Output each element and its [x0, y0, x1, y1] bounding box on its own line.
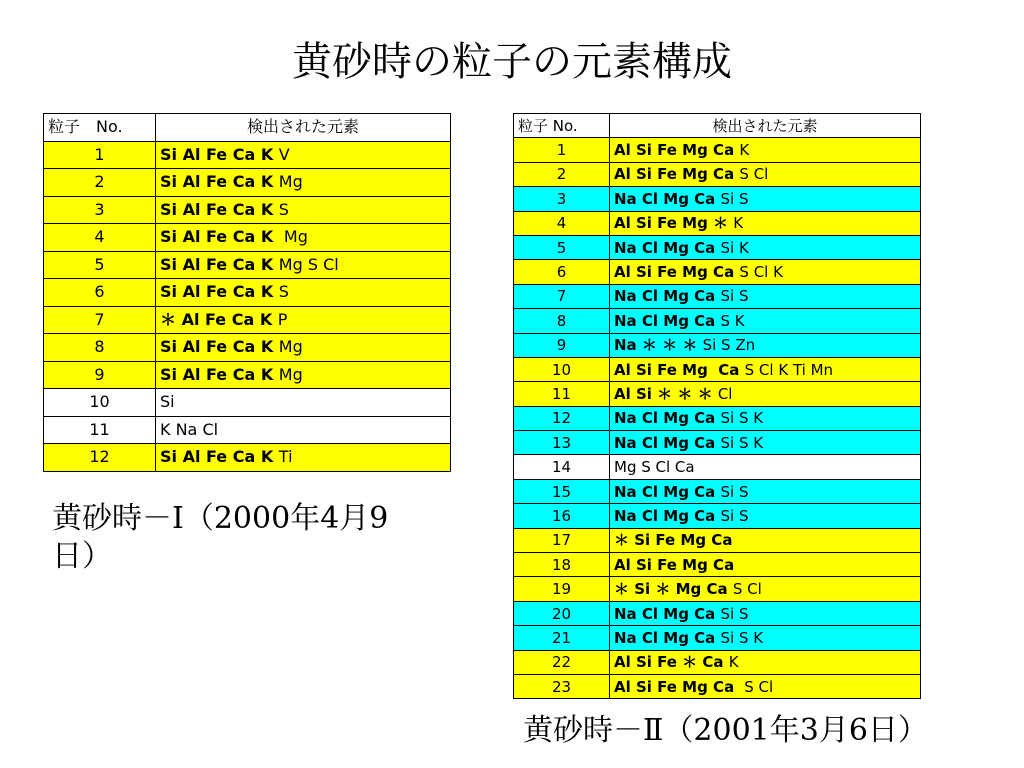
- elements-cell: [156, 416, 451, 444]
- minor-elements: S: [278, 199, 289, 219]
- particle-no-cell: 15: [514, 479, 610, 503]
- table-row: [514, 431, 921, 455]
- major-elements: Si Al Fe Ca K: [160, 227, 279, 247]
- particle-no-cell: 1: [514, 138, 610, 162]
- major-elements: Na Cl Mg Ca: [614, 433, 721, 452]
- table-header-row: [514, 114, 921, 138]
- elements-cell: [156, 251, 451, 279]
- major-elements: Na Cl Mg Ca: [614, 409, 721, 428]
- major-elements: Al Si Fe Mg Ca: [614, 677, 740, 696]
- elements-cell: [156, 279, 451, 307]
- table-row: [514, 333, 921, 357]
- minor-elements: S K: [720, 311, 745, 330]
- particle-no-cell: 16: [514, 504, 610, 528]
- particle-no-cell: 19: [514, 577, 610, 601]
- particle-table-2001: [513, 113, 921, 699]
- elements-cell: [156, 444, 451, 472]
- table-row: [44, 361, 451, 389]
- minor-elements: Si S: [720, 506, 749, 525]
- slide-title: 黄砂時の粒子の元素構成: [292, 39, 732, 85]
- table-row: [44, 389, 451, 417]
- table-row: [514, 260, 921, 284]
- elements-cell: [610, 357, 921, 381]
- header-particle-no: 粒子 No.: [44, 114, 156, 142]
- table-row: [44, 444, 451, 472]
- minor-elements: S Cl: [739, 165, 769, 184]
- table-row: [514, 382, 921, 406]
- table-row: [514, 577, 921, 601]
- table-header-row: [44, 114, 451, 142]
- minor-elements: S Cl K Ti Mn: [744, 360, 834, 379]
- elements-cell: [610, 406, 921, 430]
- major-elements: Al Si Fe Mg Ca: [614, 263, 740, 282]
- elements-cell: [156, 361, 451, 389]
- minor-elements: Si S Zn: [702, 336, 756, 355]
- minor-elements: Si: [160, 392, 175, 412]
- major-elements: Na Cl Mg Ca: [614, 604, 721, 623]
- particle-no-cell: 1: [44, 141, 156, 169]
- elements-cell: [610, 431, 921, 455]
- major-elements: Na Cl Mg Ca: [614, 506, 721, 525]
- minor-elements: Si S K: [720, 628, 764, 647]
- elements-cell: [610, 333, 921, 357]
- minor-elements: Mg: [278, 227, 308, 247]
- minor-elements: K: [739, 141, 750, 160]
- table-body: [514, 138, 921, 699]
- elements-cell: [156, 224, 451, 252]
- particle-no-cell: 22: [514, 650, 610, 674]
- particle-no-cell: 10: [514, 357, 610, 381]
- major-elements: Na Cl Mg Ca: [614, 287, 721, 306]
- table-row: [44, 306, 451, 334]
- table-row: [514, 626, 921, 650]
- major-elements: Si Al Fe Ca K: [160, 144, 279, 164]
- particle-no-cell: 3: [514, 187, 610, 211]
- elements-cell: [156, 141, 451, 169]
- table-row: [44, 279, 451, 307]
- elements-cell: [156, 334, 451, 362]
- elements-cell: [610, 455, 921, 479]
- table-row: [44, 334, 451, 362]
- minor-elements: K: [728, 653, 739, 672]
- elements-cell: [610, 162, 921, 186]
- particle-no-cell: 5: [44, 251, 156, 279]
- table-row: [44, 141, 451, 169]
- table-row: [514, 284, 921, 308]
- table-row: [44, 224, 451, 252]
- elements-cell: [156, 306, 451, 334]
- table-row: [514, 455, 921, 479]
- major-elements: Al Si Fe Mg Ca: [614, 555, 735, 574]
- major-elements: Al Si ＊ ＊ ＊: [614, 384, 718, 403]
- particle-no-cell: 4: [514, 211, 610, 235]
- major-elements: Al Si Fe Mg ＊: [614, 214, 734, 233]
- particle-no-cell: 18: [514, 553, 610, 577]
- table-row: [514, 601, 921, 625]
- major-elements: Al Si Fe Mg Ca: [614, 360, 745, 379]
- major-elements: ＊ Al Fe Ca K: [160, 309, 278, 329]
- particle-no-cell: 20: [514, 601, 610, 625]
- minor-elements: K: [733, 214, 744, 233]
- elements-cell: [610, 553, 921, 577]
- major-elements: Si Al Fe Ca K: [160, 199, 279, 219]
- table-row: [514, 235, 921, 259]
- table-row: [514, 528, 921, 552]
- elements-cell: [156, 169, 451, 197]
- particle-no-cell: 8: [514, 309, 610, 333]
- elements-cell: [610, 138, 921, 162]
- particle-no-cell: 10: [44, 389, 156, 417]
- minor-elements: V: [278, 144, 290, 164]
- major-elements: Al Si Fe ＊ Ca: [614, 653, 729, 672]
- minor-elements: Si S: [720, 287, 749, 306]
- particle-no-cell: 11: [44, 416, 156, 444]
- minor-elements: Mg: [278, 364, 303, 384]
- major-elements: Si Al Fe Ca K: [160, 254, 279, 274]
- major-elements: Na Cl Mg Ca: [614, 311, 721, 330]
- major-elements: Al Si Fe Mg Ca: [614, 141, 740, 160]
- table-row: [514, 674, 921, 698]
- major-elements: ＊ Si ＊ Mg Ca: [614, 580, 733, 599]
- header-detected-elements: 検出された元素: [156, 114, 451, 142]
- major-elements: Si Al Fe Ca K: [160, 364, 279, 384]
- table-row: [514, 479, 921, 503]
- particle-no-cell: 2: [514, 162, 610, 186]
- elements-cell: [610, 577, 921, 601]
- particle-no-cell: 17: [514, 528, 610, 552]
- table-row: [514, 650, 921, 674]
- elements-cell: [610, 504, 921, 528]
- particle-no-cell: 7: [514, 284, 610, 308]
- major-elements: Si Al Fe Ca K: [160, 447, 279, 467]
- particle-no-cell: 14: [514, 455, 610, 479]
- minor-elements: P: [277, 309, 288, 329]
- elements-cell: [610, 528, 921, 552]
- particle-no-cell: 9: [514, 333, 610, 357]
- major-elements: ＊ Si Fe Mg Ca: [614, 531, 733, 550]
- elements-cell: [610, 211, 921, 235]
- minor-elements: Si S K: [720, 409, 764, 428]
- elements-cell: [156, 389, 451, 417]
- particle-no-cell: 13: [514, 431, 610, 455]
- minor-elements: Mg: [278, 172, 303, 192]
- minor-elements: S Cl: [739, 677, 774, 696]
- major-elements: Na Cl Mg Ca: [614, 482, 721, 501]
- particle-no-cell: 8: [44, 334, 156, 362]
- particle-no-cell: 6: [514, 260, 610, 284]
- table-row: [514, 504, 921, 528]
- caption-kosa-2: 黄砂時－Ⅱ（2001年3月6日）: [523, 713, 928, 748]
- table-row: [44, 196, 451, 224]
- minor-elements: S Cl K: [739, 263, 783, 282]
- minor-elements: Si S K: [720, 433, 764, 452]
- particle-no-cell: 9: [44, 361, 156, 389]
- elements-cell: [610, 284, 921, 308]
- major-elements: Al Si Fe Mg Ca: [614, 165, 740, 184]
- minor-elements: Si K: [720, 238, 749, 257]
- major-elements: Na Cl Mg Ca: [614, 189, 721, 208]
- particle-no-cell: 4: [44, 224, 156, 252]
- minor-elements: Si S: [720, 482, 749, 501]
- particle-no-cell: 21: [514, 626, 610, 650]
- particle-no-cell: 23: [514, 674, 610, 698]
- elements-cell: [610, 187, 921, 211]
- major-elements: Si Al Fe Ca K: [160, 282, 279, 302]
- major-elements: Si Al Fe Ca K: [160, 172, 279, 192]
- minor-elements: S Cl: [732, 580, 762, 599]
- major-elements: Na ＊ ＊ ＊: [614, 336, 703, 355]
- minor-elements: Ti: [278, 447, 293, 467]
- minor-elements: Mg: [278, 337, 303, 357]
- table-row: [44, 251, 451, 279]
- minor-elements: Si S: [720, 604, 749, 623]
- particle-no-cell: 12: [44, 444, 156, 472]
- caption-kosa-1: 黄砂時－Ⅰ（2000年4月9日）: [52, 501, 389, 574]
- elements-cell: [610, 260, 921, 284]
- table-row: [44, 169, 451, 197]
- table-row: [514, 309, 921, 333]
- minor-elements: Cl: [717, 384, 733, 403]
- table-row: [514, 211, 921, 235]
- table-row: [514, 162, 921, 186]
- table-row: [514, 357, 921, 381]
- particle-no-cell: 6: [44, 279, 156, 307]
- header-detected-elements: 検出された元素: [610, 114, 921, 138]
- table-row: [514, 553, 921, 577]
- major-elements: Si Al Fe Ca K: [160, 337, 279, 357]
- particle-no-cell: 5: [514, 235, 610, 259]
- major-elements: Na Cl Mg Ca: [614, 238, 721, 257]
- minor-elements: Mg S Cl: [278, 254, 339, 274]
- elements-cell: [610, 235, 921, 259]
- table-row: [514, 187, 921, 211]
- minor-elements: Si S: [720, 189, 749, 208]
- elements-cell: [610, 382, 921, 406]
- elements-cell: [610, 309, 921, 333]
- table-row: [514, 406, 921, 430]
- table-body: [44, 141, 451, 471]
- elements-cell: [610, 626, 921, 650]
- particle-no-cell: 12: [514, 406, 610, 430]
- elements-cell: [156, 196, 451, 224]
- particle-no-cell: 2: [44, 169, 156, 197]
- elements-cell: [610, 674, 921, 698]
- elements-cell: [610, 479, 921, 503]
- table-row: [44, 416, 451, 444]
- particle-no-cell: 3: [44, 196, 156, 224]
- minor-elements: S: [278, 282, 289, 302]
- particle-no-cell: 11: [514, 382, 610, 406]
- elements-cell: [610, 601, 921, 625]
- minor-elements: K Na Cl: [160, 419, 219, 439]
- header-particle-no: 粒子 No.: [514, 114, 610, 138]
- particle-table-2000: [43, 113, 451, 472]
- particle-no-cell: 7: [44, 306, 156, 334]
- major-elements: Na Cl Mg Ca: [614, 628, 721, 647]
- minor-elements: Mg S Cl Ca: [614, 458, 695, 477]
- table-row: [514, 138, 921, 162]
- elements-cell: [610, 650, 921, 674]
